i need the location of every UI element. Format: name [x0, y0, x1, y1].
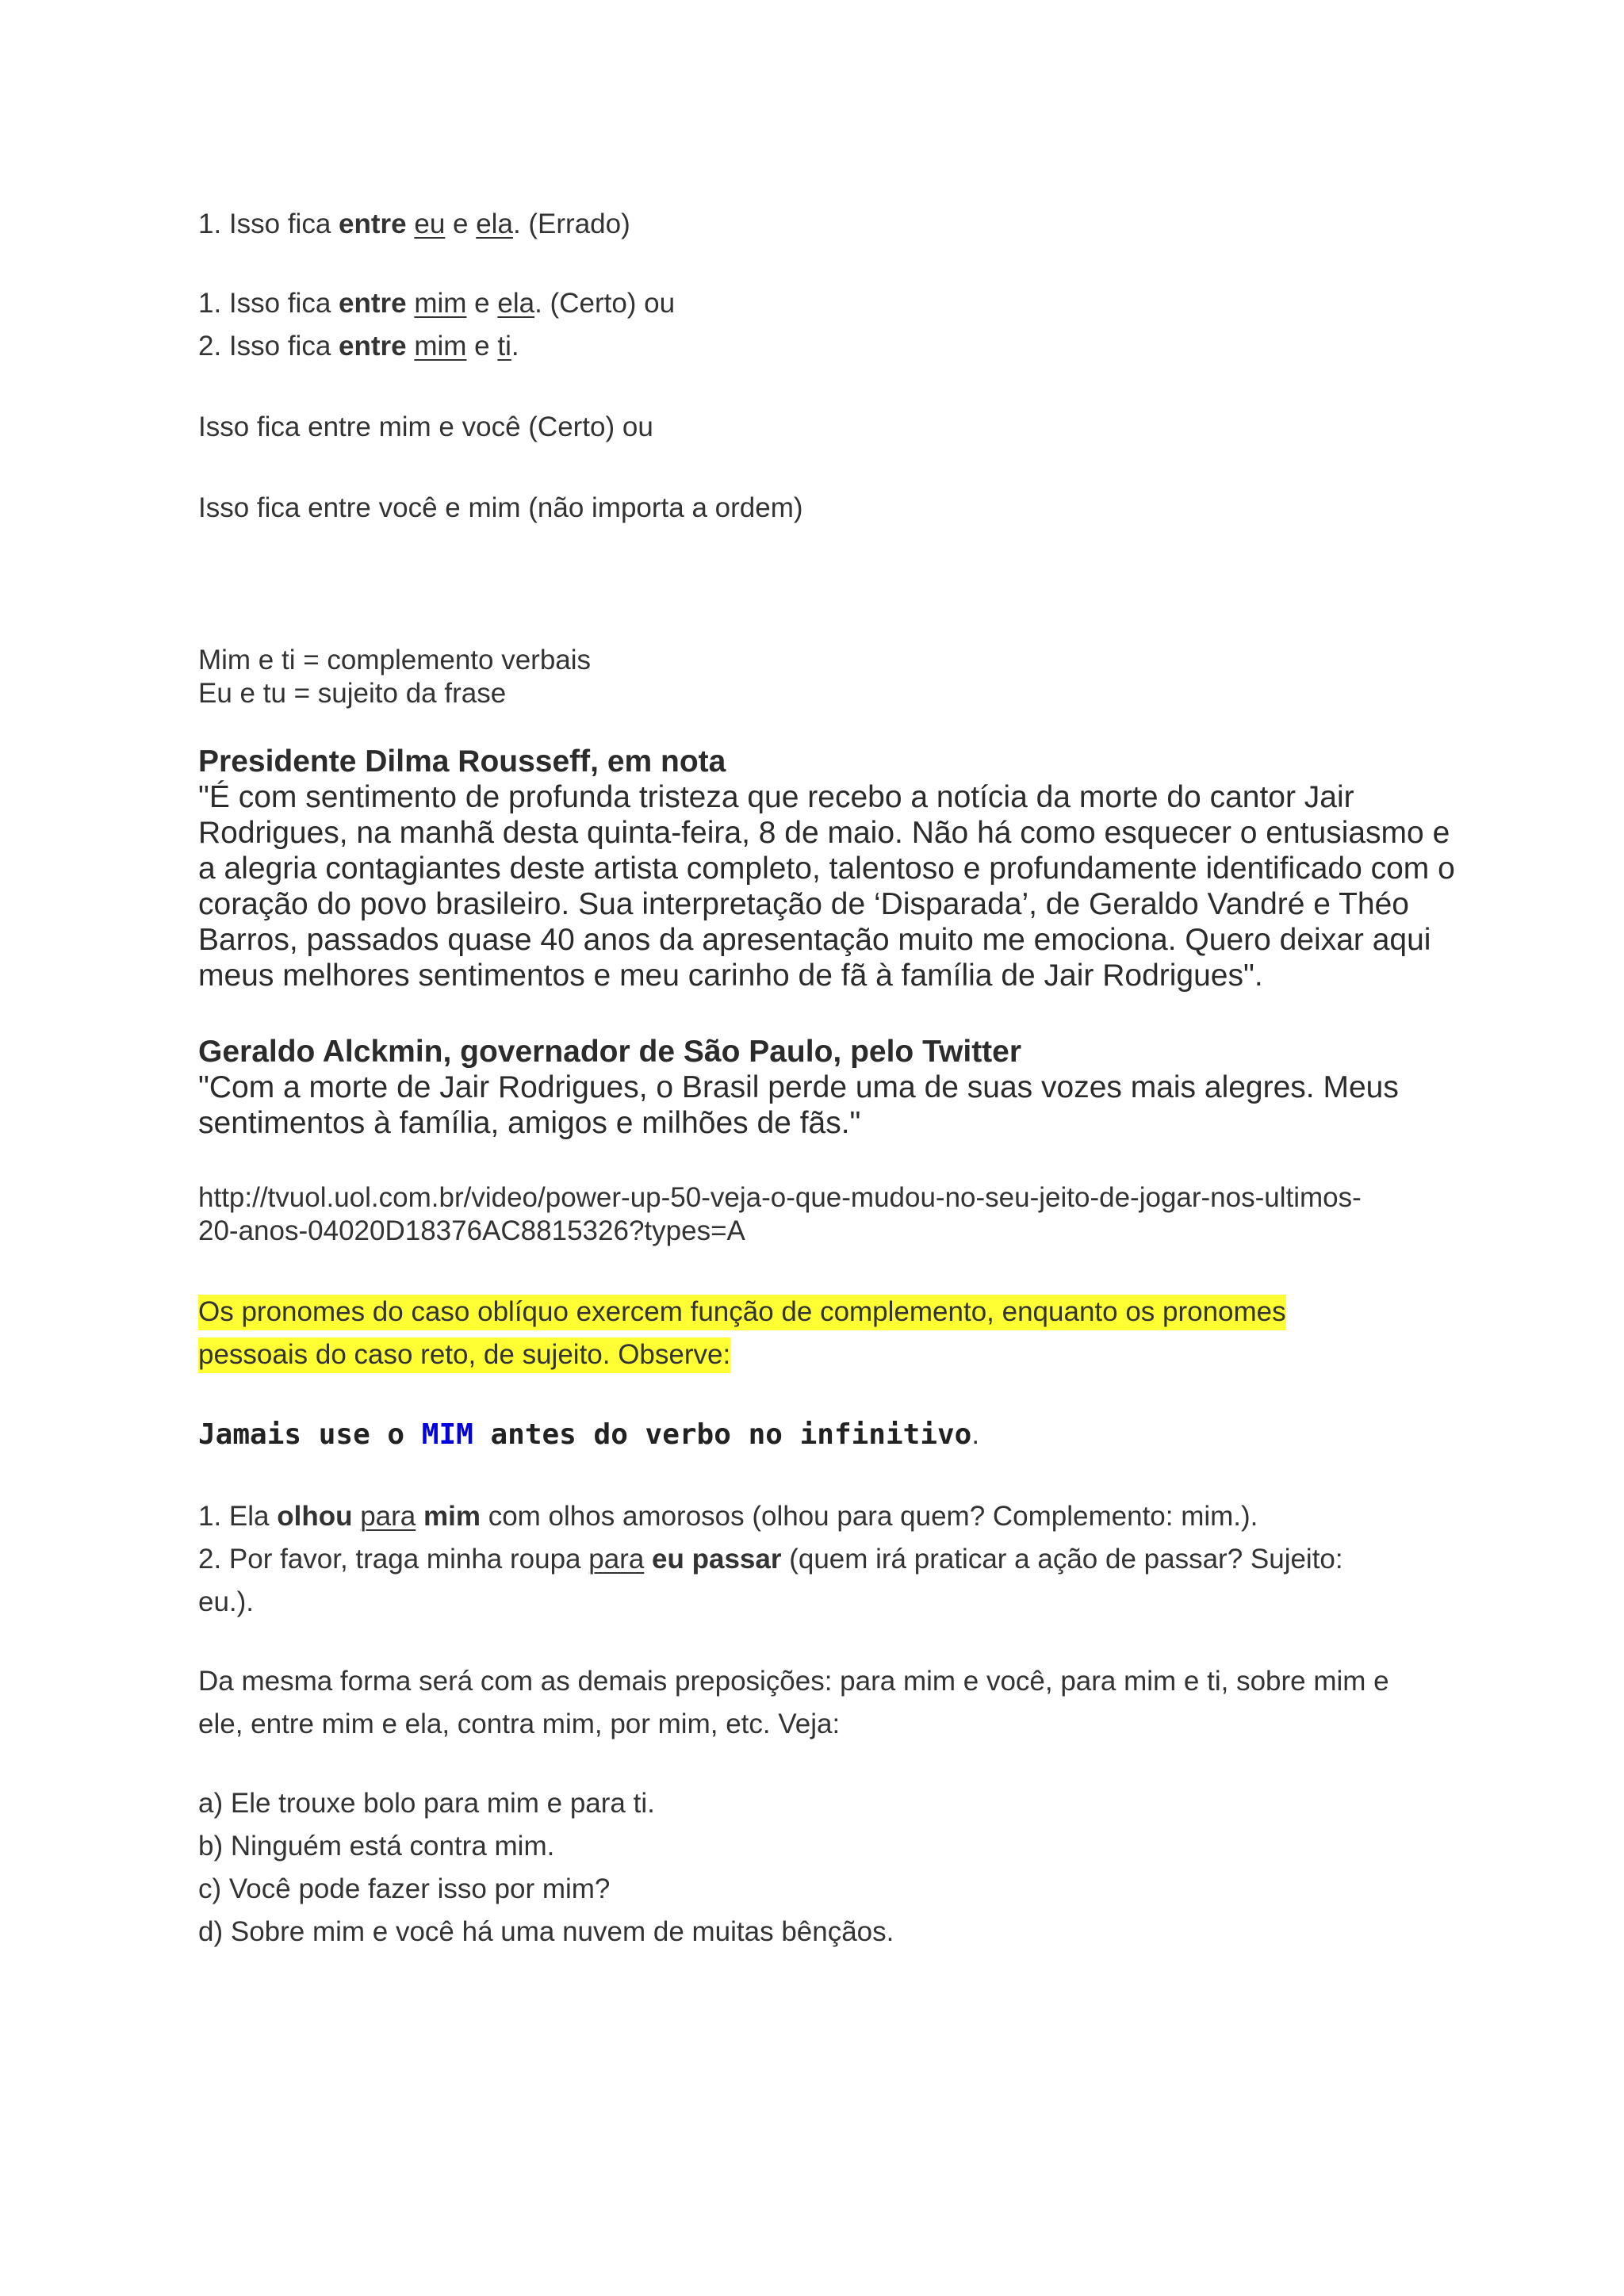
bold-word: entre	[339, 331, 407, 362]
list-item: a) Ele trouxe bolo para mim e para ti.	[198, 1788, 655, 1819]
dilma-heading: Presidente Dilma Rousseff, em nota	[198, 744, 726, 779]
list-item: b) Ninguém está contra mim.	[198, 1831, 555, 1862]
dilma-quote-line: coração do povo brasileiro. Sua interpretação de ‘Disparada’, de Geraldo Vandré e Théo	[198, 887, 1409, 921]
text: 2. Isso fica	[198, 331, 339, 362]
underlined-word: ela	[476, 209, 513, 239]
underlined-word: eu	[414, 209, 446, 239]
text	[407, 331, 415, 362]
example-line-right-2	[198, 330, 519, 363]
text	[407, 288, 415, 319]
alckmin-quote-line: "Com a morte de Jair Rodrigues, o Brasil perde uma de suas vozes mais alegres. Meus	[198, 1070, 1399, 1104]
dilma-quote-line: meus melhores sentimentos e meu carinho de fã à família de Jair Rodrigues".	[198, 959, 1263, 993]
text: 1. Ela	[198, 1501, 278, 1532]
bold-word: olhou	[277, 1501, 353, 1532]
text: e	[445, 209, 477, 239]
highlighted-text: pessoais do caso reto, de sujeito. Observe:	[198, 1337, 730, 1373]
video-url-line: 20-anos-04020D18376AC8815326?types=A	[198, 1215, 745, 1246]
list-item: c) Você pode fazer isso por mim?	[198, 1873, 611, 1904]
example-line-voce-1: Isso fica entre mim e você (Certo) ou	[198, 411, 653, 442]
example-2-continued: eu.).	[198, 1586, 255, 1617]
bold-word: mim	[423, 1501, 481, 1532]
text: com olhos amorosos (olhou para quem? Complemento: mim.).	[480, 1501, 1258, 1532]
alckmin-heading: Geraldo Alckmin, governador de São Paulo, pelo Twitter	[198, 1035, 1022, 1069]
rule-text: antes do verbo no infinitivo	[473, 1418, 972, 1451]
text: (quem irá praticar a ação de passar? Sujeito:	[781, 1544, 1343, 1575]
rule-emphasis: MIM	[421, 1418, 473, 1451]
underlined-word: ti	[497, 331, 511, 362]
underlined-word: mim	[414, 331, 467, 362]
underlined-word: ela	[497, 288, 535, 319]
text: 1. Isso fica	[198, 288, 339, 319]
dilma-quote-line: "É com sentimento de profunda tristeza que recebo a notícia da morte do cantor Jair	[198, 780, 1354, 814]
bold-word: entre	[339, 288, 407, 319]
text: e	[466, 288, 498, 319]
text	[416, 1501, 423, 1532]
example-1	[198, 1500, 1258, 1533]
underlined-word: para	[588, 1544, 645, 1575]
highlighted-text: Os pronomes do caso oblíquo exercem função de complemento, enquanto os pronomes	[198, 1295, 1286, 1330]
alckmin-quote-line: sentimentos à família, amigos e milhões de fãs."	[198, 1106, 861, 1140]
text	[352, 1501, 360, 1532]
highlighted-line	[198, 1338, 730, 1372]
underlined-word: mim	[414, 288, 467, 319]
dilma-quote-line: Rodrigues, na manhã desta quinta-feira, 8 de maio. Não há como esquecer o entusiasmo e	[198, 816, 1450, 850]
bold-word: eu passar	[652, 1544, 782, 1575]
example-line-voce-2: Isso fica entre você e mim (não importa a ordem)	[198, 492, 803, 523]
example-line-wrong	[198, 208, 630, 241]
text: e	[466, 331, 498, 362]
paragraph-line: ele, entre mim e ela, contra mim, por mim, etc. Veja:	[198, 1709, 841, 1739]
rule-heading	[198, 1418, 979, 1452]
dilma-quote-line: Barros, passados quase 40 anos da apresentação muito me emociona. Quero deixar aqui	[198, 923, 1431, 957]
rule-period: .	[971, 1419, 980, 1450]
bold-word: entre	[339, 209, 407, 239]
underlined-word: para	[360, 1501, 416, 1532]
text: 1. Isso fica	[198, 209, 339, 239]
highlighted-line	[198, 1295, 1286, 1329]
text	[644, 1544, 652, 1575]
text: .	[511, 331, 519, 362]
text: . (Errado)	[512, 209, 630, 239]
text: . (Certo) ou	[534, 288, 676, 319]
video-url-line: http://tvuol.uol.com.br/video/power-up-50-veja-o-que-mudou-no-seu-jeito-de-jogar-nos-ultimos-	[198, 1182, 1362, 1213]
dilma-quote-line: a alegria contagiantes deste artista completo, talentoso e profundamente identificado com o	[198, 851, 1455, 886]
rule-text: Jamais use o	[198, 1418, 422, 1451]
example-line-right-1	[198, 287, 675, 320]
text: 2. Por favor, traga minha roupa	[198, 1544, 589, 1575]
example-2	[198, 1543, 1343, 1576]
note-line-2: Eu e tu = sujeito da frase	[198, 678, 507, 709]
note-line-1: Mim e ti = complemento verbais	[198, 645, 592, 675]
list-item: d) Sobre mim e você há uma nuvem de muitas bênçãos.	[198, 1916, 894, 1947]
text	[407, 209, 415, 239]
paragraph-line: Da mesma forma será com as demais preposições: para mim e você, para mim e ti, sobre mim e	[198, 1666, 1389, 1697]
